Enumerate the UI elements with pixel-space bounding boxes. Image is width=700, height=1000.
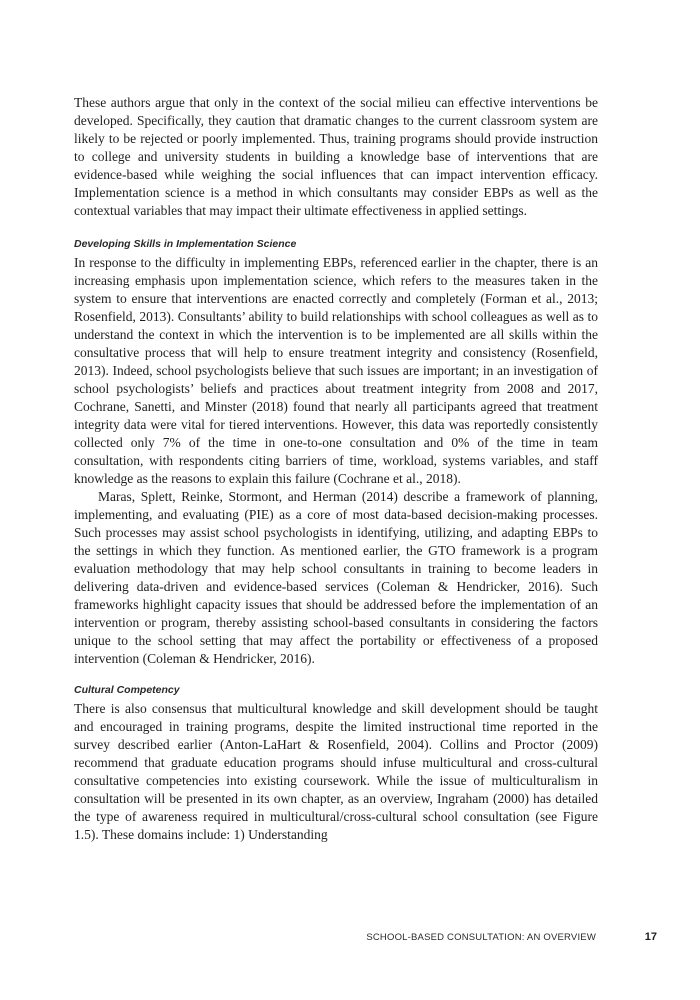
intro-paragraph: These authors argue that only in the context of the social milieu can effective interventions be developed. Specifically, they caution that dramatic changes to the current classroom system are likely to be rejected or poorly implemented. Thus, training programs should provide instruction to college and university students in building a knowledge base of interventions that are evidence-based while weighing the social influences that can impact intervention efficacy. Implementation science is a method in which consultants may consider EBPs as well as the contextual variables that may impact their ultimate effectiveness in applied settings. (74, 95, 598, 218)
page-footer (0, 932, 700, 946)
running-head: SCHOOL-BASED CONSULTATION: AN OVERVIEW (366, 932, 596, 943)
page-body (74, 94, 598, 844)
paragraph-pie-framework: Maras, Splett, Reinke, Stormont, and Herman (2014) describe a framework of planning, implementing, and evaluating (PIE) as a core of most data-based decision-making processes. Such processes may assist school psychologists in identifying, utilizing, and adapting EBPs to the settings in which they function. As mentioned earlier, the GTO framework is a program evaluation methodology that may help school consultants in training to become leaders in delivering data-driven and evidence-based services (Coleman & Hendricker, 2016). Such frameworks highlight capacity issues that should be addressed before the implementation of an intervention or program, thereby assisting school-based consultants in considering the factors unique to the school setting that may affect the portability or effectiveness of a proposed intervention (Coleman & Hendricker, 2016). (74, 489, 598, 666)
paragraph-implementation-science: In response to the difficulty in implementing EBPs, referenced earlier in the chapter, there is an increasing emphasis upon implementation science, which refers to the measures taken in the system to ensure that interventions are enacted correctly and completely (Forman et al., 2013; Rosenfield, 2013). Consultants’ ability to build relationships with school colleagues as well as to understand the context in which the intervention is to be implemented are all skills within the consultative process that will help to ensure treatment integrity and consistency (Rosenfield, 2013). Indeed, school psychologists believe that such issues are important; in an investigation of school psychologists’ beliefs and practices about treatment integrity from 2008 and 2017, Cochrane, Sanetti, and Minster (2018) found that nearly all participants agreed that treatment integrity data were vital for tiered interventions. However, this data was reportedly consistently collected only 7% of the time in one-to-one consultation and 0% of the time in team consultation, with respondents citing barriers of time, workload, systems variables, and staff knowledge as the reasons to explain this failure (Cochrane et al., 2018). (74, 255, 598, 486)
page-number: 17 (644, 931, 657, 943)
paragraph-cultural-competency: There is also consensus that multicultural knowledge and skill development should be taught and encouraged in training programs, despite the limited instructional time reported in the survey described earlier (Anton-LaHart & Rosenfield, 2004). Collins and Proctor (2009) recommend that graduate education programs should infuse multicultural and cross-cultural consultative competencies into existing coursework. While the issue of multiculturalism in consultation will be presented in its own chapter, as an overview, Ingraham (2000) has detailed the type of awareness required in multicultural/cross-cultural school consultation (see Figure 1.5). These domains include: 1) Understanding (74, 701, 598, 842)
section-heading-cultural-competency: Cultural Competency (74, 684, 180, 696)
section-heading-implementation-science: Developing Skills in Implementation Science (74, 238, 297, 250)
